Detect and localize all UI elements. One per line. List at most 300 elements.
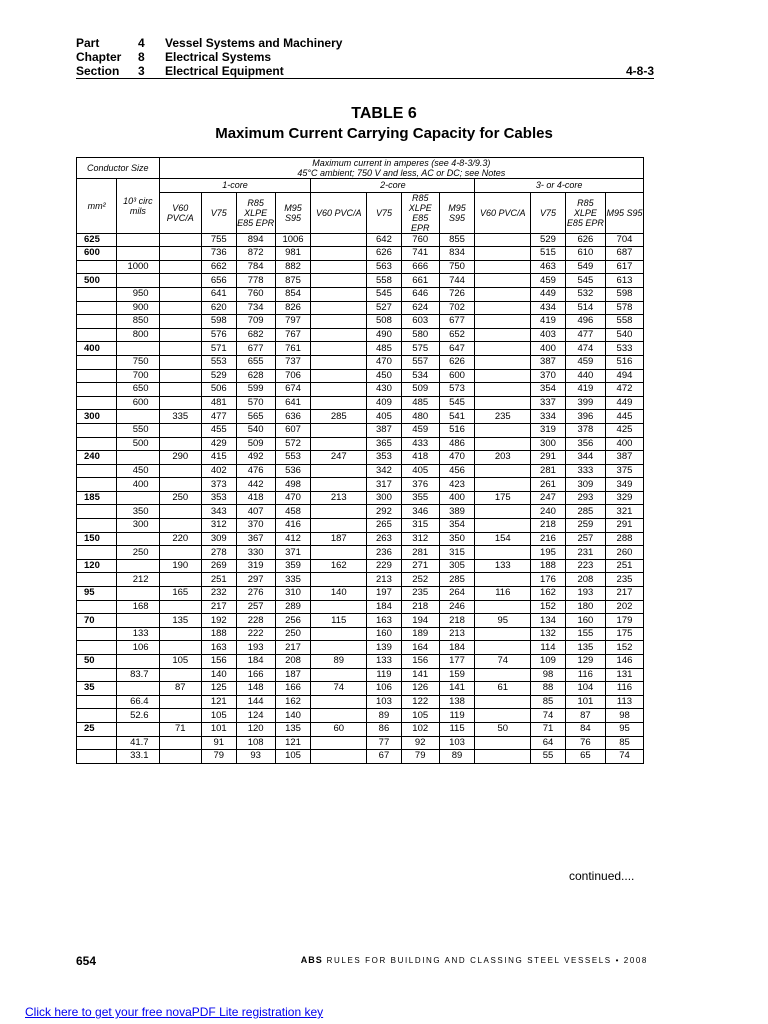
current-cell: 458	[275, 505, 311, 519]
current-cell: 133	[367, 655, 402, 669]
current-cell: 626	[439, 355, 475, 369]
current-cell: 84	[565, 722, 605, 736]
size-mm2-cell	[77, 451, 117, 465]
current-cell: 456	[439, 464, 475, 478]
table-row	[77, 410, 644, 424]
current-cell: 387	[367, 423, 402, 437]
max-current-header	[159, 158, 643, 179]
current-cell	[475, 274, 531, 288]
current-cell: 702	[439, 301, 475, 315]
insulation-header: V60 PVC/A	[159, 192, 201, 233]
current-cell: 470	[439, 451, 475, 465]
current-cell: 139	[367, 641, 402, 655]
current-cell	[311, 287, 367, 301]
current-cell: 179	[605, 614, 643, 628]
current-cell: 492	[236, 451, 275, 465]
current-cell: 247	[311, 451, 367, 465]
current-cell: 509	[401, 383, 439, 397]
size-circ-mils-cell: 550	[117, 423, 159, 437]
current-cell: 231	[565, 546, 605, 560]
current-cell: 106	[367, 682, 402, 696]
current-cell: 761	[275, 342, 311, 356]
current-cell	[311, 627, 367, 641]
current-cell	[475, 736, 531, 750]
current-cell: 580	[401, 328, 439, 342]
current-cell: 628	[236, 369, 275, 383]
current-cell: 292	[367, 505, 402, 519]
current-cell: 105	[275, 750, 311, 764]
current-cell: 208	[275, 655, 311, 669]
size-mm2-cell	[77, 722, 117, 736]
size-circ-mils-cell	[117, 410, 159, 424]
current-cell: 529	[202, 369, 237, 383]
current-cell: 121	[202, 695, 237, 709]
current-cell	[475, 247, 531, 261]
current-cell: 289	[275, 600, 311, 614]
current-cell: 373	[202, 478, 237, 492]
current-cell: 89	[367, 709, 402, 723]
current-cell	[159, 695, 201, 709]
current-cell: 365	[367, 437, 402, 451]
current-cell	[311, 478, 367, 492]
table-title: Maximum Current Carrying Capacity for Cables	[215, 125, 553, 142]
table-body	[77, 233, 644, 763]
current-cell: 187	[311, 532, 367, 546]
current-cell	[475, 627, 531, 641]
current-cell: 297	[236, 573, 275, 587]
table-row	[77, 355, 644, 369]
current-cell: 113	[605, 695, 643, 709]
current-cell: 442	[236, 478, 275, 492]
current-cell: 126	[401, 682, 439, 696]
current-cell: 251	[605, 559, 643, 573]
current-cell: 152	[605, 641, 643, 655]
size-circ-mils-cell	[117, 342, 159, 356]
current-cell: 784	[236, 260, 275, 274]
current-cell: 285	[311, 410, 367, 424]
current-cell: 291	[605, 519, 643, 533]
size-value: 120	[84, 560, 100, 572]
size-circ-mils-cell: 250	[117, 546, 159, 560]
current-cell: 626	[367, 247, 402, 261]
current-cell: 737	[275, 355, 311, 369]
size-circ-mils-cell: 800	[117, 328, 159, 342]
current-cell: 419	[565, 383, 605, 397]
current-cell	[159, 260, 201, 274]
current-cell: 222	[236, 627, 275, 641]
current-cell: 760	[401, 233, 439, 247]
current-cell: 213	[311, 491, 367, 505]
novapdf-registration-link[interactable]: Click here to get your free novaPDF Lite registration key	[25, 1005, 324, 1019]
size-circ-mils-cell: 168	[117, 600, 159, 614]
current-cell	[159, 736, 201, 750]
table-row	[77, 491, 644, 505]
current-cell: 146	[605, 655, 643, 669]
current-cell: 220	[159, 532, 201, 546]
current-cell: 103	[367, 695, 402, 709]
current-cell: 349	[605, 478, 643, 492]
current-cell: 281	[401, 546, 439, 560]
size-mm2-cell	[77, 464, 117, 478]
current-cell: 494	[605, 369, 643, 383]
table-row	[77, 301, 644, 315]
current-cell	[475, 437, 531, 451]
header-section: Section 3 Electrical Equipment	[76, 64, 284, 78]
current-cell: 750	[439, 260, 475, 274]
insulation-header: M95 S95	[605, 192, 643, 233]
current-cell: 285	[439, 573, 475, 587]
current-cell: 498	[275, 478, 311, 492]
size-mm2-cell	[77, 573, 117, 587]
current-cell	[159, 355, 201, 369]
current-cell: 350	[439, 532, 475, 546]
current-cell: 95	[605, 722, 643, 736]
current-cell: 726	[439, 287, 475, 301]
current-cell: 354	[439, 519, 475, 533]
table-row	[77, 532, 644, 546]
current-cell: 309	[202, 532, 237, 546]
current-cell: 257	[565, 532, 605, 546]
current-cell: 92	[401, 736, 439, 750]
current-cell: 156	[202, 655, 237, 669]
current-cell: 218	[531, 519, 566, 533]
current-cell: 353	[202, 491, 237, 505]
current-cell: 344	[565, 451, 605, 465]
current-cell: 515	[531, 247, 566, 261]
header-chapter: Chapter 8 Electrical Systems	[76, 50, 272, 64]
size-circ-mils-cell	[117, 722, 159, 736]
table-row	[77, 668, 644, 682]
current-cell: 682	[236, 328, 275, 342]
current-cell: 192	[202, 614, 237, 628]
current-cell	[475, 396, 531, 410]
current-cell	[311, 274, 367, 288]
current-cell	[311, 396, 367, 410]
current-cell: 440	[565, 369, 605, 383]
current-cell: 300	[531, 437, 566, 451]
current-cell: 367	[236, 532, 275, 546]
current-cell: 290	[159, 451, 201, 465]
current-cell: 744	[439, 274, 475, 288]
current-cell: 124	[236, 709, 275, 723]
current-cell	[311, 369, 367, 383]
current-cell: 250	[159, 491, 201, 505]
current-cell: 260	[605, 546, 643, 560]
current-cell: 459	[401, 423, 439, 437]
current-cell: 93	[236, 750, 275, 764]
current-cell	[311, 328, 367, 342]
current-cell: 71	[531, 722, 566, 736]
current-cell: 359	[275, 559, 311, 573]
insulation-header: V75	[531, 192, 566, 233]
size-mm2-cell	[77, 478, 117, 492]
size-value: 50	[84, 655, 95, 667]
current-cell: 101	[202, 722, 237, 736]
size-circ-mils-cell: 83.7	[117, 668, 159, 682]
current-cell: 312	[202, 519, 237, 533]
current-cell	[475, 519, 531, 533]
current-cell: 265	[367, 519, 402, 533]
size-circ-mils-cell: 400	[117, 478, 159, 492]
current-cell: 134	[531, 614, 566, 628]
current-cell	[159, 519, 201, 533]
current-cell: 576	[202, 328, 237, 342]
current-cell: 571	[202, 342, 237, 356]
current-cell: 480	[401, 410, 439, 424]
current-cell: 184	[367, 600, 402, 614]
current-cell	[311, 519, 367, 533]
size-mm2-cell	[77, 519, 117, 533]
current-cell: 89	[439, 750, 475, 764]
current-cell: 662	[202, 260, 237, 274]
table-row	[77, 587, 644, 601]
current-cell	[475, 600, 531, 614]
current-cell	[475, 695, 531, 709]
table-row	[77, 600, 644, 614]
current-cell	[475, 573, 531, 587]
current-cell: 677	[439, 315, 475, 329]
table-number: TABLE 6	[351, 105, 417, 122]
current-cell: 95	[475, 614, 531, 628]
size-mm2-cell	[77, 437, 117, 451]
current-cell	[475, 546, 531, 560]
size-circ-mils-cell	[117, 559, 159, 573]
size-mm2-cell	[77, 600, 117, 614]
size-circ-mils-cell: 106	[117, 641, 159, 655]
current-cell: 271	[401, 559, 439, 573]
current-cell: 335	[159, 410, 201, 424]
current-cell: 67	[367, 750, 402, 764]
size-mm2-cell	[77, 491, 117, 505]
current-cell: 259	[565, 519, 605, 533]
current-cell	[311, 423, 367, 437]
current-cell: 305	[439, 559, 475, 573]
current-cell: 85	[605, 736, 643, 750]
current-cell: 315	[401, 519, 439, 533]
current-cell: 509	[236, 437, 275, 451]
current-cell: 77	[367, 736, 402, 750]
current-cell: 415	[202, 451, 237, 465]
current-cell	[475, 355, 531, 369]
current-cell: 162	[311, 559, 367, 573]
current-cell: 354	[531, 383, 566, 397]
current-cell: 175	[475, 491, 531, 505]
table-row	[77, 709, 644, 723]
size-circ-mils-cell: 500	[117, 437, 159, 451]
size-circ-mils-cell: 750	[117, 355, 159, 369]
current-cell: 247	[531, 491, 566, 505]
current-cell: 558	[367, 274, 402, 288]
current-cell: 449	[531, 287, 566, 301]
current-cell: 321	[605, 505, 643, 519]
current-cell: 613	[605, 274, 643, 288]
current-cell	[159, 546, 201, 560]
size-mm2-cell	[77, 396, 117, 410]
current-cell: 540	[236, 423, 275, 437]
current-cell: 86	[367, 722, 402, 736]
current-cell: 578	[605, 301, 643, 315]
current-cell: 854	[275, 287, 311, 301]
current-cell: 119	[439, 709, 475, 723]
current-cell: 872	[236, 247, 275, 261]
size-mm2-cell	[77, 614, 117, 628]
insulation-header: V60 PVC/A	[311, 192, 367, 233]
current-cell: 140	[202, 668, 237, 682]
current-cell: 55	[531, 750, 566, 764]
current-cell: 370	[531, 369, 566, 383]
insulation-header: R85 XLPE E85 EPR	[401, 192, 439, 233]
size-value: 240	[84, 451, 100, 463]
table-row	[77, 369, 644, 383]
current-cell: 281	[531, 464, 566, 478]
size-value: 625	[84, 233, 100, 245]
size-mm2-cell	[77, 736, 117, 750]
current-cell: 455	[202, 423, 237, 437]
current-cell: 329	[605, 491, 643, 505]
current-cell: 189	[401, 627, 439, 641]
size-value: 300	[84, 410, 100, 422]
size-mm2-cell	[77, 532, 117, 546]
current-cell: 617	[605, 260, 643, 274]
size-value: 35	[84, 682, 95, 694]
current-cell: 175	[605, 627, 643, 641]
current-cell: 506	[202, 383, 237, 397]
current-cell	[475, 342, 531, 356]
current-cell: 760	[236, 287, 275, 301]
current-cell: 105	[159, 655, 201, 669]
size-mm2-cell	[77, 301, 117, 315]
current-cell: 184	[236, 655, 275, 669]
current-cell: 610	[565, 247, 605, 261]
table-row	[77, 641, 644, 655]
current-cell: 882	[275, 260, 311, 274]
current-cell: 263	[367, 532, 402, 546]
conductor-size-header: Conductor Size	[77, 158, 160, 179]
current-cell: 216	[531, 532, 566, 546]
current-cell: 418	[236, 491, 275, 505]
current-cell: 217	[275, 641, 311, 655]
size-circ-mils-cell: 41.7	[117, 736, 159, 750]
size-mm2-cell	[77, 233, 117, 247]
current-cell: 218	[401, 600, 439, 614]
current-cell	[159, 423, 201, 437]
current-cell: 74	[531, 709, 566, 723]
current-cell: 74	[475, 655, 531, 669]
current-cell	[475, 287, 531, 301]
current-cell: 598	[605, 287, 643, 301]
current-cell	[159, 315, 201, 329]
current-cell: 98	[531, 668, 566, 682]
current-cell: 470	[275, 491, 311, 505]
footer-text	[301, 955, 648, 965]
current-cell: 534	[401, 369, 439, 383]
current-cell: 433	[401, 437, 439, 451]
current-cell	[311, 668, 367, 682]
current-cell: 490	[367, 328, 402, 342]
footer-title: RULES FOR BUILDING AND CLASSING STEEL VESSELS • 2008	[326, 956, 648, 965]
current-cell	[475, 369, 531, 383]
size-circ-mils-cell	[117, 233, 159, 247]
current-cell	[159, 641, 201, 655]
current-cell	[159, 437, 201, 451]
current-cell: 508	[367, 315, 402, 329]
current-cell: 79	[202, 750, 237, 764]
size-value: 185	[84, 492, 100, 504]
current-cell	[159, 505, 201, 519]
current-cell: 346	[401, 505, 439, 519]
current-cell: 334	[531, 410, 566, 424]
current-cell: 486	[439, 437, 475, 451]
current-cell	[311, 709, 367, 723]
current-cell: 319	[531, 423, 566, 437]
current-cell: 470	[367, 355, 402, 369]
size-circ-mils-cell	[117, 532, 159, 546]
current-cell: 159	[439, 668, 475, 682]
size-circ-mils-cell: 33.1	[117, 750, 159, 764]
current-cell: 626	[565, 233, 605, 247]
table-row	[77, 614, 644, 628]
table-row	[77, 451, 644, 465]
current-cell: 141	[401, 668, 439, 682]
insulation-header: V75	[202, 192, 237, 233]
table-row	[77, 383, 644, 397]
current-cell: 704	[605, 233, 643, 247]
header-part: Part 4 Vessel Systems and Machinery	[76, 36, 343, 50]
current-cell: 76	[565, 736, 605, 750]
current-cell	[159, 328, 201, 342]
current-cell	[159, 709, 201, 723]
size-circ-mils-cell	[117, 655, 159, 669]
insulation-header-row	[77, 192, 644, 233]
size-mm2-cell	[77, 342, 117, 356]
current-cell: 434	[531, 301, 566, 315]
current-cell: 187	[275, 668, 311, 682]
size-circ-mils-cell	[117, 682, 159, 696]
current-cell: 213	[439, 627, 475, 641]
current-cell: 337	[531, 396, 566, 410]
current-cell: 527	[367, 301, 402, 315]
table-row	[77, 750, 644, 764]
current-cell: 767	[275, 328, 311, 342]
group-1-core: 1-core	[159, 179, 311, 193]
current-cell: 387	[531, 355, 566, 369]
current-cell: 370	[236, 519, 275, 533]
current-cell: 101	[565, 695, 605, 709]
current-cell: 541	[439, 410, 475, 424]
current-cell: 375	[605, 464, 643, 478]
current-cell: 278	[202, 546, 237, 560]
current-cell: 450	[367, 369, 402, 383]
current-cell: 257	[236, 600, 275, 614]
current-cell: 655	[236, 355, 275, 369]
current-cell: 459	[565, 355, 605, 369]
current-cell: 235	[605, 573, 643, 587]
current-cell: 115	[311, 614, 367, 628]
current-cell	[311, 355, 367, 369]
current-cell: 387	[605, 451, 643, 465]
current-cell: 165	[159, 587, 201, 601]
current-cell: 162	[531, 587, 566, 601]
current-cell: 356	[565, 437, 605, 451]
current-cell	[311, 736, 367, 750]
current-cell: 246	[439, 600, 475, 614]
current-cell: 312	[401, 532, 439, 546]
group-2-core: 2-core	[311, 179, 475, 193]
current-cell: 261	[531, 478, 566, 492]
current-cell: 162	[275, 695, 311, 709]
cable-capacity-table	[76, 157, 644, 764]
current-cell: 122	[401, 695, 439, 709]
